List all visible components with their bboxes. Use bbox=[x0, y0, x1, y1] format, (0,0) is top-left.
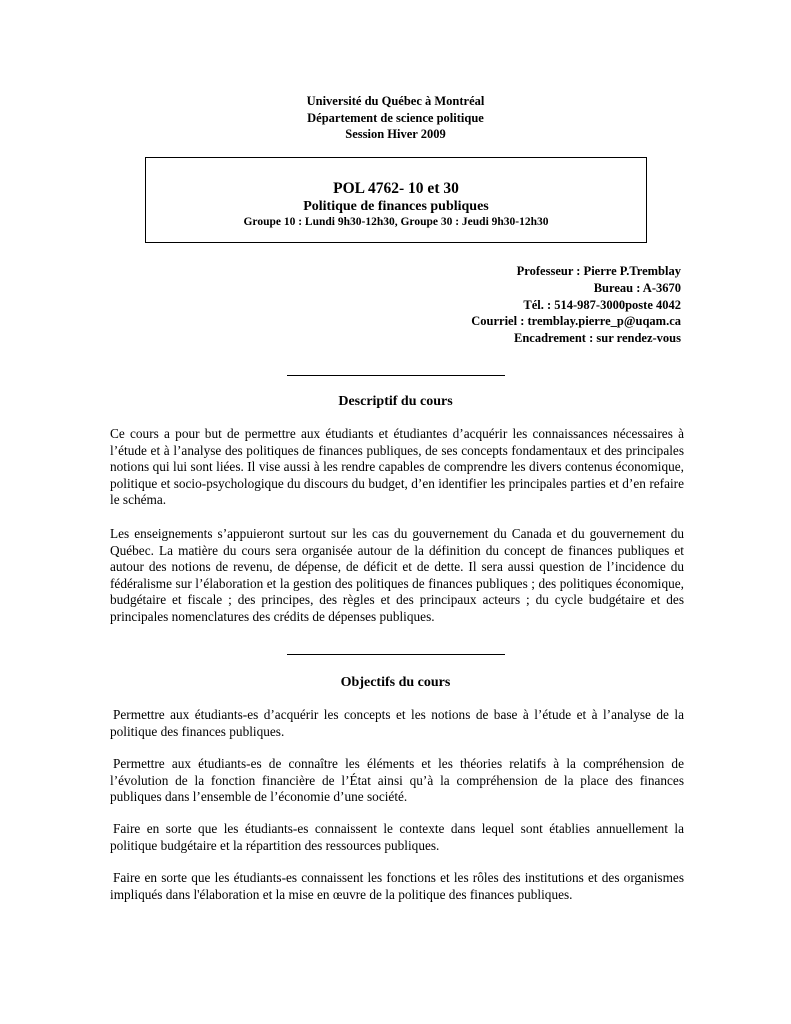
professor-supervision: Encadrement : sur rendez-vous bbox=[513, 331, 681, 346]
description-paragraph: Les enseignements s’appuieront surtout sur les cas du gouvernement du Canada et du gouvernement du Québec. La matière du cours sera organisée autour de la définition du concept de finances publiques et autour des notions de revenu, de dépense, de déficit et de dette. Il sera aussi question de l’incidence du fédéralisme sur l’élaboration et la gestion des politiques de finances publiques ; des politiques économique, budgétaire et fiscale ; des principes, des règles et des principaux acteurs ; du cycle budgétaire et des principales nomenclatures des crédits de dépenses publiques. bbox=[110, 526, 684, 624]
section-divider bbox=[287, 654, 505, 655]
description-paragraph: Ce cours a pour but de permettre aux étudiants et étudiantes d’acquérir les connaissances nécessaires à l’étude et à l’analyse des politiques de finances publiques, de ses concepts fondamentaux et des principales notions qui lui sont liées. Il vise aussi à les rendre capables de comprendre les divers contenus économique, politique et socio-psychologique du discours du budget, d’en identifier les principales parties et d’en refaire le schéma. bbox=[110, 426, 684, 507]
professor-info bbox=[471, 263, 681, 347]
professor-phone: Tél. : 514-987-3000poste 4042 bbox=[523, 297, 681, 312]
session-label: Session Hiver 2009 bbox=[345, 127, 446, 141]
professor-email: Courriel : tremblay.pierre_p@uqam.ca bbox=[471, 314, 681, 329]
institution-header bbox=[0, 93, 791, 143]
professor-office: Bureau : A-3670 bbox=[593, 280, 681, 295]
objective-item: Faire en sorte que les étudiants-es connaissent les fonctions et les rôles des institutions et des organismes impliqués dans l'élaboration et la mise en œuvre de la politique des finances publiques. bbox=[110, 870, 684, 902]
description-title: Descriptif du cours bbox=[338, 394, 453, 409]
university-name: Université du Québec à Montréal bbox=[306, 94, 485, 108]
objectives-title: Objectifs du cours bbox=[340, 675, 451, 690]
objective-item: Permettre aux étudiants-es de connaître les éléments et les théories relatifs à la compréhension de l’évolution de la fonction financière de l’État ainsi qu’à la compréhension de la place des finances publiques dans l’ensemble de l’économie d’une société. bbox=[110, 756, 684, 804]
section-divider bbox=[287, 375, 505, 376]
professor-name: Professeur : Pierre P.Tremblay bbox=[516, 264, 681, 278]
course-code: POL 4762- 10 et 30 bbox=[333, 180, 459, 197]
course-title: Politique de finances publiques bbox=[303, 199, 489, 214]
department-name: Département de science politique bbox=[307, 110, 484, 125]
objective-item: Faire en sorte que les étudiants-es connaissent le contexte dans lequel sont établies annuellement la politique budgétaire et la répartition des ressources publiques. bbox=[110, 821, 684, 853]
objective-item: Permettre aux étudiants-es d’acquérir les concepts et les notions de base à l’étude et à l’analyse de la politique des finances publiques. bbox=[110, 707, 684, 739]
course-groups: Groupe 10 : Lundi 9h30-12h30, Groupe 30 : Jeudi 9h30-12h30 bbox=[243, 216, 549, 228]
course-box bbox=[145, 157, 647, 243]
